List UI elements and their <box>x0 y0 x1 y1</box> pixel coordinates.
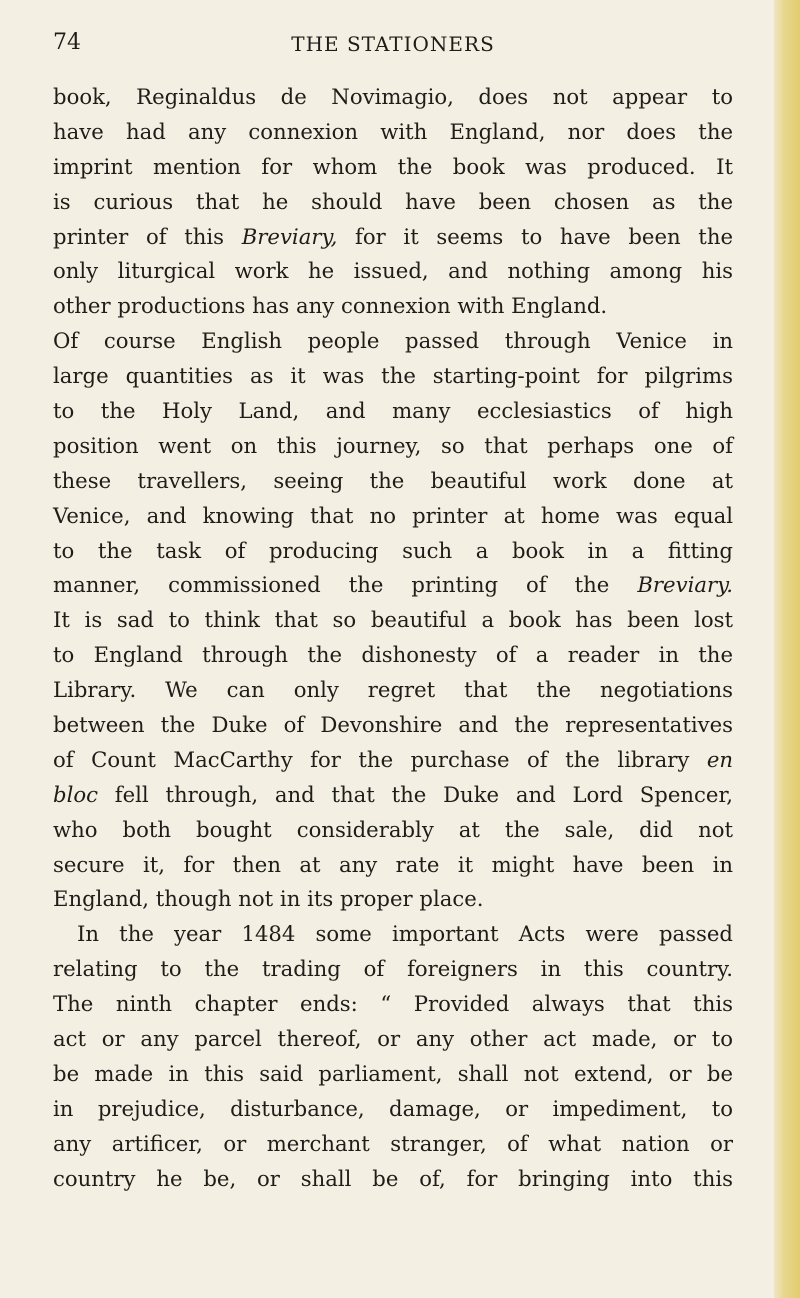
italic-title: Breviary, <box>241 223 338 249</box>
page-header <box>53 30 733 64</box>
page-number: 74 <box>53 30 81 55</box>
text-line: any artificer, or merchant stranger, of what nation or <box>53 1130 733 1156</box>
text-line: book, Reginaldus de Novimagio, does not appear to <box>53 84 733 109</box>
text-segment: of Count MacCarthy for the purchase of the library <box>53 746 707 772</box>
text-line: have had any connexion with England, nor does the <box>53 118 733 144</box>
text-line: England, though not in its proper place. <box>53 886 484 912</box>
page-edge <box>774 0 800 1298</box>
text-segment: for it seems to have been the <box>337 223 734 249</box>
text-line: to England through the dishonesty of a reader in the <box>53 642 733 668</box>
body-text <box>53 80 733 1197</box>
text-line: Venice, and knowing that no printer at home was equal <box>53 502 733 528</box>
text-line: in prejudice, disturbance, damage, or impediment, to <box>53 1095 733 1121</box>
text-line: Of course English people passed through Venice in <box>53 328 733 354</box>
text-line: other productions has any connexion with England. <box>53 293 608 319</box>
text-line: between the Duke of Devonshire and the representatives <box>53 712 733 738</box>
text-line: only liturgical work he issued, and nothing among his <box>53 258 733 284</box>
text-line: is curious that he should have been chosen as the <box>53 188 733 214</box>
italic-phrase: en <box>706 746 733 772</box>
text-line: country he be, or shall be of, for bringing into this <box>53 1165 733 1191</box>
text-line: position went on this journey, so that perhaps one of <box>53 432 733 458</box>
text-line: It is sad to think that so beautiful a book has been lost <box>53 607 733 633</box>
text-segment: printer of this <box>53 223 242 249</box>
text-line: to the task of producing such a book in a fitting <box>53 537 733 563</box>
text-segment: fell through, and that the Duke and Lord Spencer, <box>97 781 733 807</box>
text-line: be made in this said parliament, shall not extend, or be <box>53 1060 733 1086</box>
text-line: who both bought considerably at the sale, did not <box>53 816 733 842</box>
text-line <box>53 220 733 255</box>
text-line: Library. We can only regret that the negotiations <box>53 677 733 703</box>
text-line <box>53 743 733 778</box>
italic-phrase: bloc <box>53 781 98 807</box>
text-line <box>53 778 733 813</box>
text-line: act or any parcel thereof, or any other act made, or to <box>53 1026 733 1052</box>
running-head: THE STATIONERS <box>291 32 495 56</box>
text-segment: manner, commissioned the printing of the <box>53 572 638 598</box>
text-line: The ninth chapter ends: “ Provided always that this <box>53 991 733 1017</box>
text-line: In the year 1484 some important Acts were passed <box>77 921 733 947</box>
text-line: large quantities as it was the starting-point for pilgrims <box>53 363 733 389</box>
text-line <box>53 568 733 603</box>
text-line: to the Holy Land, and many ecclesiastics of high <box>53 398 733 424</box>
text-line: imprint mention for whom the book was produced. It <box>53 153 733 179</box>
text-line: these travellers, seeing the beautiful work done at <box>53 467 733 493</box>
text-line: secure it, for then at any rate it might have been in <box>53 851 733 877</box>
italic-title: Breviary. <box>637 572 733 598</box>
text-line: relating to the trading of foreigners in this country. <box>53 956 733 982</box>
